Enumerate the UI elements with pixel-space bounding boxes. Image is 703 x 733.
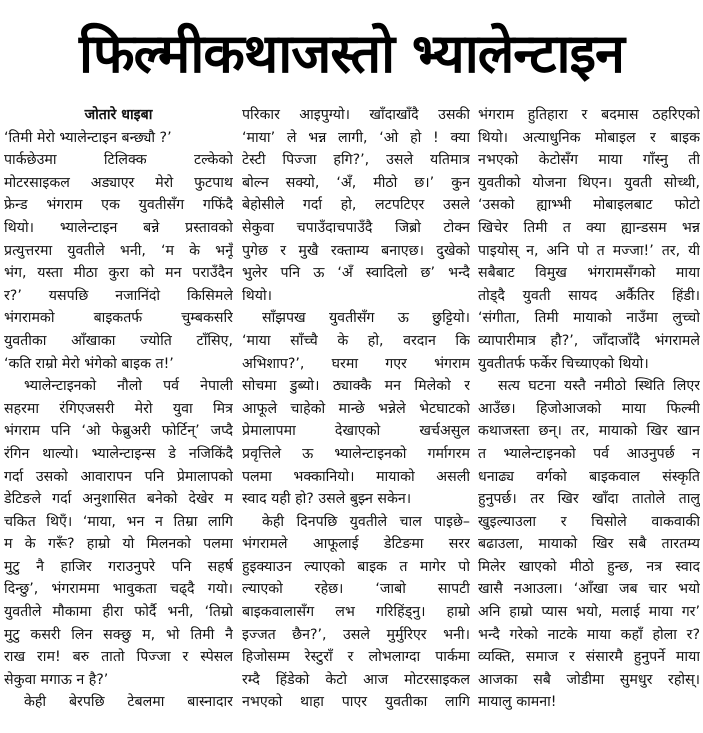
text-line: मुटु कसरी लिन सक्छु म, भो तिमी नै bbox=[4, 626, 233, 643]
text-line: बेहोसीले गर्दा हो, लटपटिएर उसले bbox=[242, 197, 470, 214]
paragraph bbox=[242, 307, 470, 510]
text-line: त भ्यालेन्टाइनको पर्व आउनुपर्छ न bbox=[478, 445, 700, 462]
text-line: अनि हाम्रो प्यास भयो, मलाई माया गर’ bbox=[478, 604, 700, 621]
text-line: र?’ यसपछि नजानिंदो किसिमले bbox=[4, 287, 233, 304]
text-line: टेस्टी पिज्जा हगि?’, उसले यतिमात्र bbox=[242, 152, 470, 169]
text-line: सोचमा डुब्यो। ठ्याक्कै मन मिलेको र bbox=[242, 378, 470, 395]
text-line: फ्रेन्ड भंगराम एक युवतीसँग गफिंदै bbox=[4, 197, 233, 214]
text-line: ‘तिमी मेरो भ्यालेन्टाइन बन्छ्यौ ?’ bbox=[4, 129, 172, 146]
paragraph bbox=[478, 375, 700, 714]
text-line: पुगेछ र मुखै रक्ताम्य बनाएछ। दुखेको bbox=[242, 242, 470, 259]
text-line: सबैबाट विमुख भंगरामसँगको माया bbox=[478, 265, 700, 282]
text-line: पाइयोस् न, अनि पो त मज्जा!’ तर, यी bbox=[478, 242, 700, 259]
text-line: बढाउला, मायाको खिर सबै तारतम्य bbox=[478, 536, 700, 553]
text-line: धनाढ्य वर्गको बाइकवाल संस्कृति bbox=[478, 468, 700, 485]
text-line: सेकुवा चपाउँदाचपाउँदै जिब्रो टोक्न bbox=[242, 219, 470, 236]
text-line: राख राम! बरु तातो पिज्जा र स्पेसल bbox=[4, 649, 233, 666]
text-line: भंगरामले आफूलाई डेटिङमा सरर bbox=[242, 536, 470, 553]
text-line: भ्यालेन्टाइनको नौलो पर्व नेपाली bbox=[24, 378, 233, 395]
text-line: परिकार आइपुग्यो। खाँदाखाँदै उसकी bbox=[242, 107, 470, 123]
text-line: युवतीको योजना थिएन। युवती सोच्थी, bbox=[478, 174, 700, 191]
text-line: सत्य घटना यस्तै नमीठो स्थिति लिएर bbox=[498, 378, 700, 395]
text-line: भंगरामको बाइकतर्फ चुम्बकसरि bbox=[4, 310, 233, 327]
text-line: चकित थिएँ। ‘माया, भन न तिम्रा लागि bbox=[4, 513, 233, 530]
article-column-3 bbox=[478, 104, 700, 714]
text-line: बोल्न सक्यो, ‘अँ, मीठो छ।’ कुन bbox=[242, 174, 470, 191]
byline: जोतारे धाइबा bbox=[84, 107, 153, 123]
text-line: ‘माया’ ले भन्न लागी, ‘ओ हो ! क्या bbox=[242, 129, 470, 146]
text-line: ल्याएको रहेछ। ‘जाबो सापटी bbox=[242, 581, 470, 598]
text-line: हुनुपर्छ। तर खिर खाँदा तातोले तालु bbox=[478, 491, 700, 508]
text-line: दिन्छु’, भंगराममा भावुकता चढ्दै गयो। bbox=[4, 581, 233, 598]
text-line: हुइक्याउन ल्याएको बाइक त मागेर पो bbox=[242, 558, 470, 575]
text-line: ‘उसको ह्याभ्भी मोबाइलबाट फोटो bbox=[478, 197, 700, 214]
text-line: मायालु कामना! bbox=[478, 694, 557, 711]
text-line: सेकुवा मगाऊ न है?’ bbox=[4, 671, 109, 688]
paragraph bbox=[242, 511, 470, 714]
text-line: मुटु नै हाजिर गराउनुपरे पनि सहर्ष bbox=[4, 558, 233, 575]
text-line: खिचेर तिमी त क्या ह्यान्डसम भन्न bbox=[478, 219, 700, 236]
text-line: पार्कछेउमा टिलिक्क टल्केको bbox=[4, 152, 233, 169]
text-line: रंगिन थाल्यो। भ्यालेन्टाइन्स डे नजिकिंदै bbox=[4, 445, 233, 462]
article-column-1 bbox=[4, 104, 233, 714]
text-line: प्रत्युत्तरमा युवतीले भनी, ‘म के भनूँ bbox=[4, 242, 233, 259]
text-line: इज्जत छैन?’, उसले मुर्मुरिएर भनी। bbox=[242, 626, 470, 643]
text-line: हिजोसम्म रेस्टुराँ र लोभलाग्दा पार्कमा bbox=[242, 649, 470, 666]
article-column-2 bbox=[242, 104, 470, 714]
text-line: आफूले चाहेको मान्छे भन्नेले भेटघाटको bbox=[242, 400, 470, 417]
text-line: खासै नआउला। ‘आँखा जब चार भयो bbox=[478, 581, 700, 598]
text-line: गर्दा उसको आवारापन पनि प्रेमालापको bbox=[4, 468, 233, 485]
text-line: स्वाद यही हो? उसले बुझ्न सकेन। bbox=[242, 491, 412, 508]
text-line: भंगराम पनि ‘ओ फेब्रुअरी फोर्टिन्’ जप्दै bbox=[4, 423, 233, 440]
text-line: थियो। भ्यालेन्टाइन बन्ने प्रस्तावको bbox=[4, 219, 233, 236]
text-line: मिलेर खाएको मीठो हुन्छ, नत्र स्वाद bbox=[478, 558, 700, 575]
paragraph bbox=[4, 691, 233, 714]
text-line: प्रवृत्तिले ऊ भ्यालेन्टाइनको गर्मागरम bbox=[242, 445, 470, 462]
text-line: युवतीका आँखाका ज्योति टाँसिए, bbox=[4, 332, 233, 349]
text-line: व्यापारीमात्र हौ?’, जाँदाजाँदै भंगरामले bbox=[478, 332, 700, 349]
text-line: आजका सबै जोडीमा सुमधुर रहोस्। bbox=[478, 671, 700, 688]
text-line: बाइकवालासँग लभ गरिहिंड्नु। हाम्रो bbox=[242, 604, 470, 621]
text-line: रम्दै हिंडेको केटो आज मोटरसाइकल bbox=[242, 671, 470, 688]
text-line: ‘संगीता, तिमी मायाको नाउँमा लुच्चो bbox=[478, 310, 700, 327]
paragraph bbox=[4, 149, 233, 375]
text-line: डेटिङले गर्दा अनुशासित बनेको देखेर म bbox=[4, 491, 233, 508]
text-line: कथाजस्ता छन्। तर, मायाको खिर खान bbox=[478, 423, 700, 440]
text-line: भन्दै गरेको नाटके माया कहाँ होला र? bbox=[478, 626, 700, 643]
text-line: केही बेरपछि टेबलमा बास्नादार bbox=[24, 694, 233, 711]
text-line: तोड्दै युवती सायद अर्कैतिर हिंडी। bbox=[478, 287, 700, 304]
text-line: पलमा भक्कानियो। मायाको असली bbox=[242, 468, 470, 485]
text-line: भंगराम हुतिहारा र बदमास ठहरिएको bbox=[478, 107, 700, 123]
paragraph bbox=[4, 127, 233, 150]
text-line: ‘माया साँच्चै के हो, वरदान कि bbox=[242, 332, 470, 349]
paragraph bbox=[4, 375, 233, 691]
text-line: थियो। bbox=[242, 287, 273, 304]
text-line: साँझपख युवतीसँग ऊ छुट्टियो। bbox=[262, 310, 470, 327]
text-line: व्यक्ति, समाज र संसारमै हुनुपर्ने माया bbox=[478, 649, 700, 666]
text-line: थियो। अत्याधुनिक मोबाइल र बाइक bbox=[478, 129, 700, 146]
paragraph bbox=[242, 104, 470, 307]
headline: फिल्मीकथाजस्तो भ्यालेन्टाइन bbox=[79, 22, 624, 85]
text-line: ‘कति राम्रो मेरो भंगेको बाइक त!’ bbox=[4, 355, 174, 372]
text-line: म के गरूँ? हाम्रो यो मिलनको पलमा bbox=[4, 536, 233, 553]
text-line: आउँछ। हिजोआजको माया फिल्मी bbox=[478, 400, 700, 417]
text-line: नभएको केटोसँग माया गाँस्नु ती bbox=[478, 152, 700, 169]
text-line: खुइल्याउला र चिसोले वाकवाकी bbox=[478, 513, 700, 530]
paragraph bbox=[478, 104, 700, 375]
text-line: युवतीतर्फ फर्केर चिच्याएको थियो। bbox=[478, 355, 649, 372]
text-line: केही दिनपछि युवतीले चाल पाइछे– bbox=[262, 513, 470, 530]
text-line: भंग, यस्ता मीठा कुरा को मन पराउँदैन bbox=[4, 265, 233, 282]
text-line: सहरमा रंगिएजसरी मेरो युवा मित्र bbox=[4, 400, 233, 417]
text-line: भुलेर पनि ऊ ‘अँ स्वादिलो छ’ भन्दै bbox=[242, 265, 470, 282]
text-line: नभएको थाहा पाएर युवतीका लागि bbox=[242, 694, 470, 711]
text-line: अभिशाप?’, घरमा गएर भंगराम bbox=[242, 355, 470, 372]
text-line: युवतीले मौकामा हीरा फोर्दै भनी, ‘तिम्रो bbox=[4, 604, 233, 621]
text-line: मोटरसाइकल अड्याएर मेरो फुटपाथ bbox=[4, 174, 233, 191]
text-line: प्रेमालापमा देखाएको खर्चअसुल bbox=[242, 423, 470, 440]
